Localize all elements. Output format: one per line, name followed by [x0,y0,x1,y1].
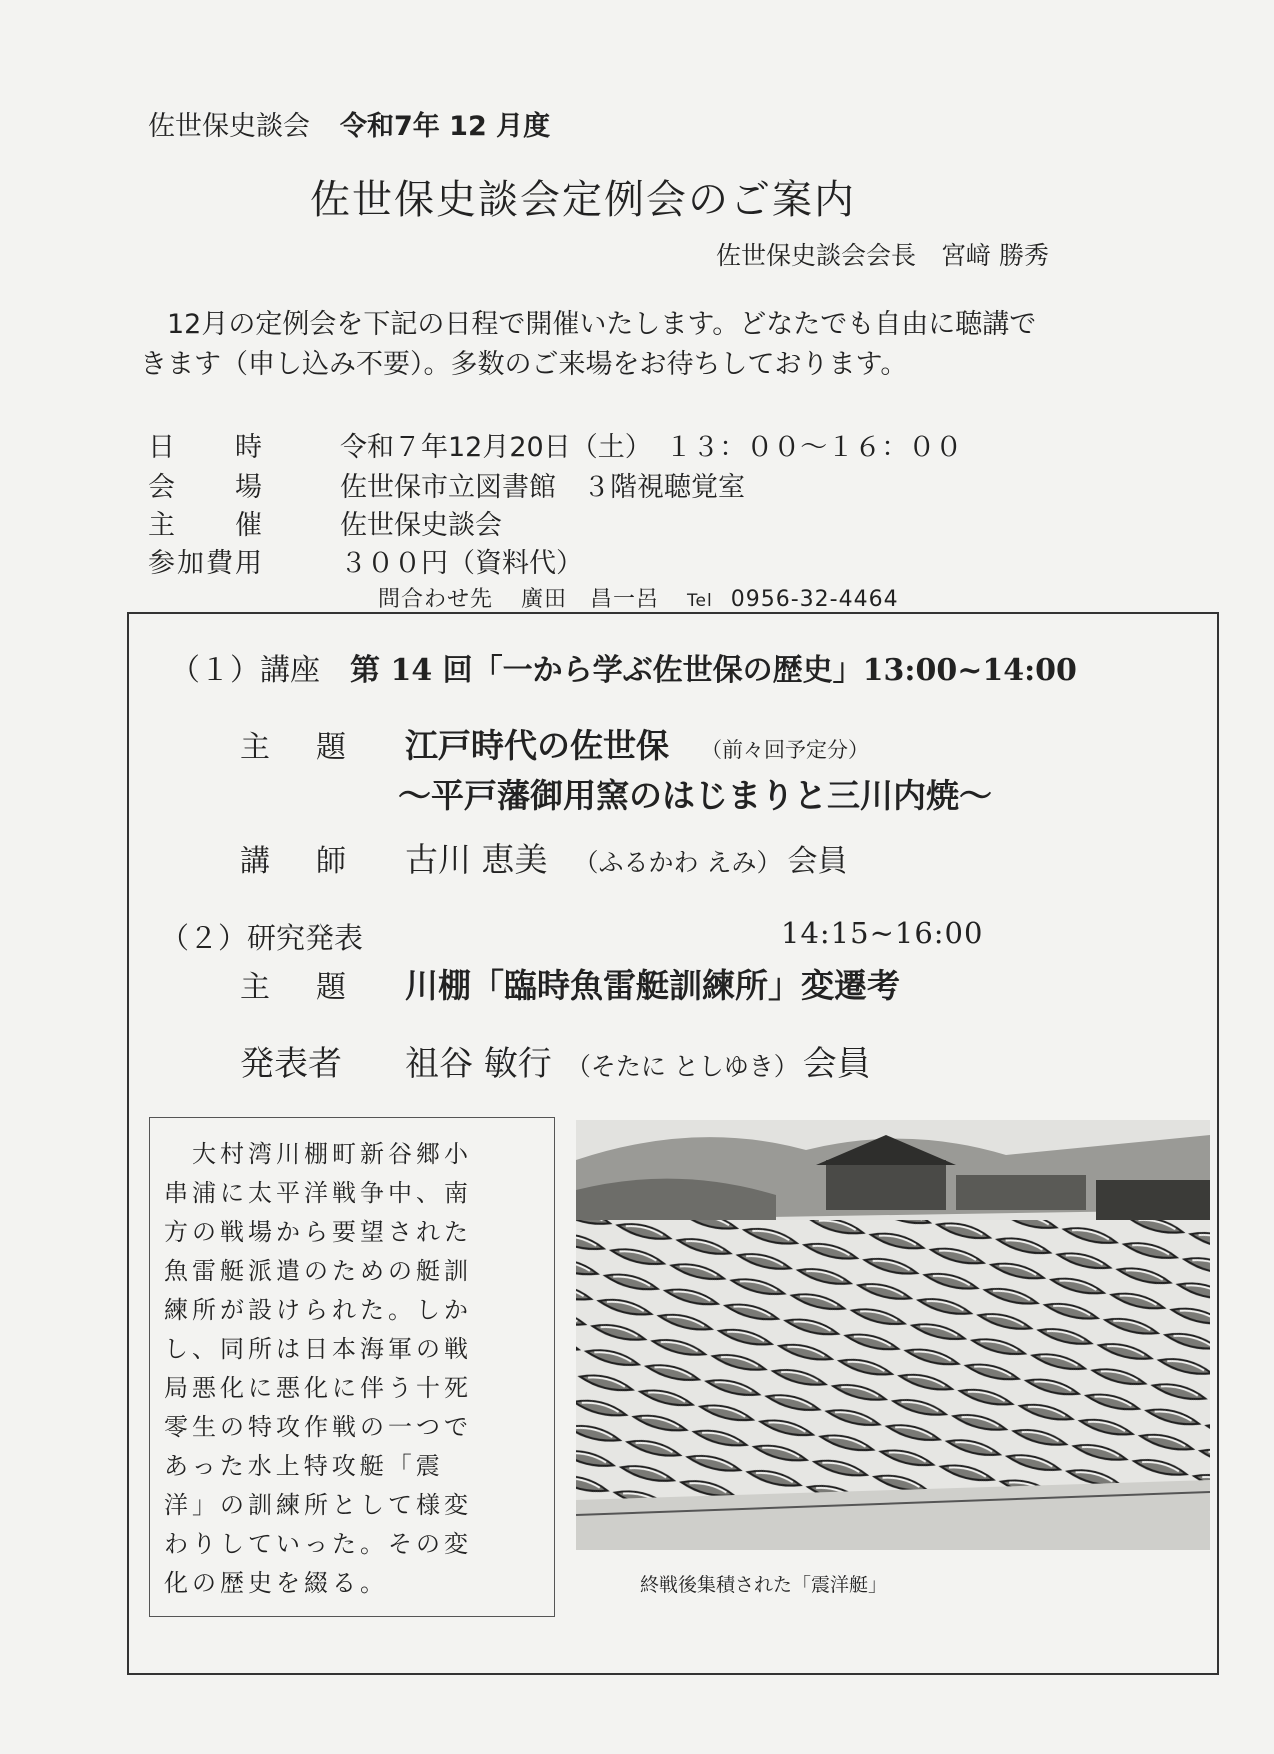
description-line: あった水上特攻艇「震 [164,1452,444,1480]
info-label: 参加費用 [148,548,264,579]
intro-paragraph [140,305,1220,385]
photo-caption: 終戦後集積された「震洋艇」 [640,1574,888,1596]
lecture-heading-row [170,645,1077,689]
intro-line: 12月の定例会を下記の日程で開催いたします。どなたでも自由に聴講で [140,309,1037,340]
info-row-fee [148,541,583,580]
lecturer-label: 講 師 [240,844,354,879]
description-box [149,1117,555,1617]
research-theme-label: 主 題 [240,970,354,1005]
research-theme: 川棚「臨時魚雷艇訓練所」変遷考 [405,966,900,1005]
description-line: 魚雷艇派遣のための艇訓 [164,1257,472,1285]
description-line: 方の戦場から要望された [164,1218,472,1246]
header-period: 令和7年 12 月度 [340,111,551,142]
author-line: 佐世保史談会会長 宮﨑 勝秀 [716,241,1049,270]
info-row-organizer [148,503,502,542]
contact-tel: 0956-32-4464 [730,587,899,612]
presenter-name: 祖谷 敏行 [405,1044,552,1084]
lecture-theme: 江戸時代の佐世保 [405,726,669,765]
intro-line: きます（申し込み不要）。多数のご来場をお待ちしております。 [140,349,908,380]
contact-tel-label: Tel [687,591,713,611]
lecture-series: 第 14 回「一から学ぶ佐世保の歴史」13:00~14:00 [350,653,1077,688]
description-line: し、同所は日本海軍の戦 [164,1335,472,1363]
presenter-suffix: 会員 [802,1044,871,1084]
info-value: 佐世保市立図書館 ３階視聴覚室 [340,472,745,503]
contact-line [378,582,927,613]
info-value: ３００円（資料代） [340,548,583,579]
contact-label: 問合わせ先 [378,587,494,612]
page-title: 佐世保史談会定例会のご案内 [310,177,856,223]
header-org: 佐世保史談会 [148,111,310,142]
presenter-label: 発表者 [240,1044,342,1084]
lecturer-reading: （ふるかわ えみ） [573,848,782,877]
description-line: 串浦に太平洋戦争中、南 [164,1179,472,1207]
research-theme-row [240,960,900,1007]
info-value: 令和７年12月20日（土） １３：００～１６：００ [340,432,963,463]
info-label: 主 催 [148,510,264,541]
header-line [148,104,550,143]
info-label: 会 場 [148,472,264,503]
lecturer-row [240,834,847,881]
lecture-theme-row [240,720,869,767]
lecture-theme-label: 主 題 [240,730,354,765]
presenter-row [240,1036,871,1085]
description-line: わりしていった。その変 [164,1530,472,1558]
research-time: 14:15~16:00 [781,916,984,950]
description-line: 局悪化に悪化に伴う十死 [164,1374,472,1402]
info-row-venue [148,465,745,504]
boats-photo-illustration [576,1120,1210,1550]
description-line: 零生の特攻作戦の一つで [164,1413,472,1441]
research-heading: （２）研究発表 [160,921,364,955]
lecture-theme-note: （前々回予定分） [701,738,869,762]
lecture-subtitle: ～平戸藩御用窯のはじまりと三川内焼～ [398,776,992,815]
description-line: 洋」の訓練所として様変 [164,1491,472,1519]
lecture-heading: （１）講座 [170,653,320,688]
lecturer-suffix: 会員 [787,844,848,879]
lecturer-name: 古川 恵美 [405,840,548,879]
description-line: 練所が設けられた。しか [164,1296,472,1324]
contact-name: 廣田 昌一呂 [521,587,660,612]
description-line: 大村湾川棚町新谷郷小 [164,1140,472,1168]
info-label: 日 時 [148,432,264,463]
info-row-datetime [148,425,962,464]
description-line: 化の歴史を綴る。 [164,1569,388,1597]
presenter-reading: （そたに としゆき） [565,1052,799,1081]
info-value: 佐世保史談会 [340,510,502,541]
shinyo-boats-photo [576,1120,1210,1550]
